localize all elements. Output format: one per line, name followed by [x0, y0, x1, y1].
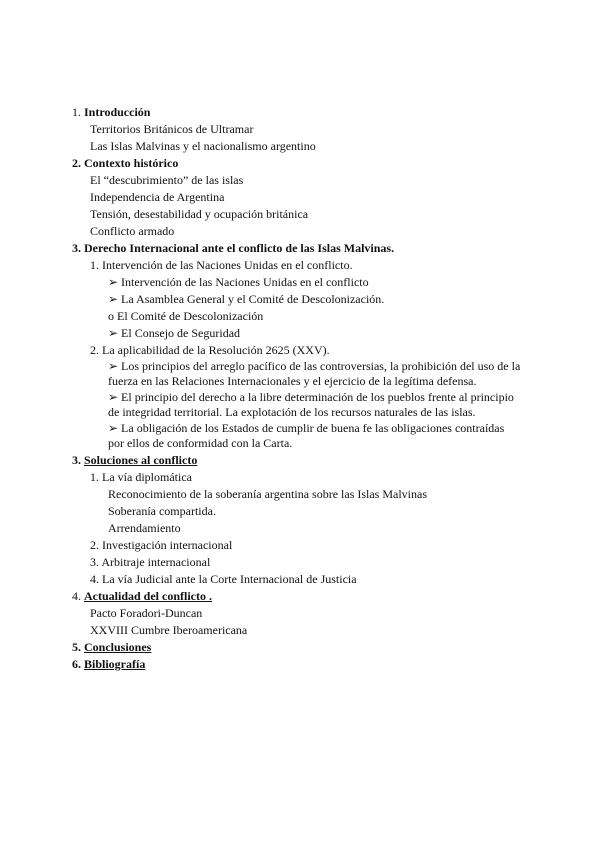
list-item: Territorios Británicos de Ultramar: [90, 122, 254, 136]
section-2-heading: [72, 155, 542, 172]
section-title: Derecho Internacional ante el conflicto de las Islas Malvinas.: [84, 241, 395, 255]
section-title: Bibliografía: [84, 657, 146, 671]
table-of-contents: [72, 104, 542, 673]
list-item: Pacto Foradori-Duncan: [90, 606, 203, 620]
paragraph-item: [72, 421, 542, 450]
section-number: 5.: [72, 640, 81, 654]
list-item: Reconocimiento de la soberanía argentina sobre las Islas Malvinas: [108, 487, 428, 501]
list-item: Arrendamiento: [108, 521, 181, 535]
list-item: XXVIII Cumbre Iberoamericana: [90, 623, 248, 637]
subsection-heading: 1. Intervención de las Naciones Unidas en el conflicto.: [90, 258, 353, 272]
list-item: Las Islas Malvinas y el nacionalismo argentino: [90, 139, 316, 153]
section-title: Conclusiones: [84, 640, 152, 654]
section-title: Introducción: [84, 105, 151, 119]
list-item: Tensión, desestabilidad y ocupación británica: [90, 207, 309, 221]
subsection-heading: 2. La aplicabilidad de la Resolución 2625 (XXV).: [90, 343, 330, 357]
paragraph-item: [72, 359, 542, 388]
section-4-heading: [72, 588, 542, 605]
subsection-heading: 1. La vía diplomática: [90, 470, 192, 484]
section-title: Actualidad del conflicto .: [84, 589, 212, 603]
section-6-heading: [72, 656, 542, 673]
list-item: ➢ La Asamblea General y el Comité de Descolonización.: [108, 292, 385, 306]
paragraph-line: por ellos de conformidad con la Carta.: [108, 435, 293, 450]
section-number: 3.: [72, 453, 81, 467]
section-number: 6.: [72, 657, 81, 671]
section-number: 4.: [72, 589, 81, 603]
subsection-heading: 4. La vía Judicial ante la Corte Internacional de Justicia: [90, 572, 357, 586]
section-1-heading: [72, 104, 542, 121]
section-number: 2.: [72, 156, 81, 170]
section-title: Soluciones al conflicto: [84, 453, 198, 467]
paragraph-line: ➢ Los principios del arreglo pacífico de las controversias, la prohibición del uso de la: [108, 359, 521, 373]
section-3b-heading: [72, 452, 542, 469]
paragraph-line: de integridad territorial. La explotación de los recursos naturales de las islas.: [108, 404, 476, 419]
section-5-heading: [72, 639, 542, 656]
list-item: o El Comité de Descolonización: [108, 309, 264, 323]
paragraph-line: fuerza en las Relaciones Internacionales y el ejercicio de la legítima defensa.: [108, 373, 477, 388]
list-item: Conflicto armado: [90, 224, 175, 238]
paragraph-line: ➢ La obligación de los Estados de cumplir de buena fe las obligaciones contraídas: [108, 421, 505, 435]
subsection-heading: 3. Arbitraje internacional: [90, 555, 211, 569]
section-title: Contexto histórico: [84, 156, 179, 170]
paragraph-item: [72, 390, 542, 419]
section-number: 3.: [72, 241, 81, 255]
list-item: Independencia de Argentina: [90, 190, 225, 204]
section-3-heading: [72, 240, 542, 257]
list-item: ➢ El Consejo de Seguridad: [108, 326, 241, 340]
section-number: 1.: [72, 105, 81, 119]
paragraph-line: ➢ El principio del derecho a la libre determinación de los pueblos frente al principio: [108, 390, 514, 404]
list-item: El “descubrimiento” de las islas: [90, 173, 244, 187]
subsection-heading: 2. Investigación internacional: [90, 538, 233, 552]
list-item: ➢ Intervención de las Naciones Unidas en el conflicto: [108, 275, 369, 289]
list-item: Soberanía compartida.: [108, 504, 216, 518]
